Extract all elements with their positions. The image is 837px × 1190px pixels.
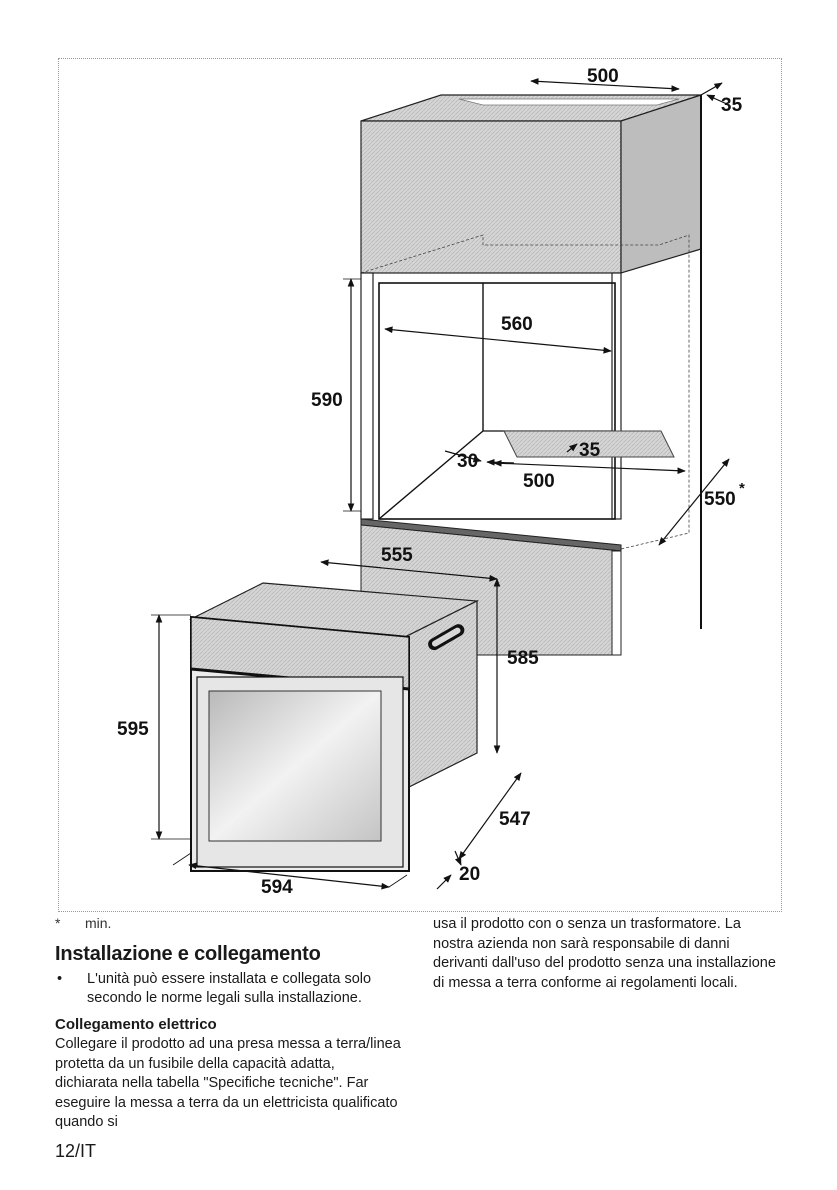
bullet-text: L'unità può essere installata e collegata solo secondo le norme legali sulla installazione. <box>87 971 372 1006</box>
label-niche-width: 560 <box>501 314 533 335</box>
footnote-mark: * <box>55 915 61 931</box>
label-front-thickness: 20 <box>459 864 481 885</box>
paragraph-left: Collegare il prodotto ad una presa messa a terra/linea protetta da un fusibile della capacità adatta, dichiarata nella tabella "Specifiche tecniche". Far eseguire la messa a terra da un elettricista qualificato quando si <box>55 1036 401 1130</box>
label-oven-height: 595 <box>117 719 149 740</box>
oven <box>191 583 477 871</box>
label-cabinet-top-width: 500 <box>587 66 619 87</box>
section-title: Installazione e collegamento <box>55 943 321 965</box>
label-cabinet-top-gap: 35 <box>721 95 743 116</box>
footnote <box>55 915 401 937</box>
page-number: 12/IT <box>55 1141 97 1161</box>
label-niche-depth: 550 <box>704 489 736 510</box>
label-oven-body-height: 585 <box>507 648 539 669</box>
right-column <box>433 915 785 993</box>
label-niche-height: 590 <box>311 390 343 411</box>
label-vent-depth: 35 <box>579 440 601 461</box>
paragraph-right: usa il prodotto con o senza un trasformatore. La nostra azienda non sarà responsabile di danni derivanti dall'uso del prodotto senza una installazione di messa a terra conforme ai regolamenti locali. <box>433 916 776 991</box>
bullet-dot: • <box>57 971 63 987</box>
installation-diagram <box>58 58 782 912</box>
left-column <box>55 915 401 1133</box>
label-oven-width: 594 <box>261 877 293 898</box>
label-vent-width: 500 <box>523 471 555 492</box>
subsection-title: Collegamento elettrico <box>55 1016 217 1033</box>
bullet-item <box>55 970 401 1008</box>
label-vent-offset: 30 <box>457 451 479 472</box>
label-oven-depth: 555 <box>381 545 413 566</box>
label-niche-depth-mark: * <box>739 480 745 497</box>
label-oven-body-depth: 547 <box>499 809 531 830</box>
footnote-text: min. <box>85 915 112 931</box>
